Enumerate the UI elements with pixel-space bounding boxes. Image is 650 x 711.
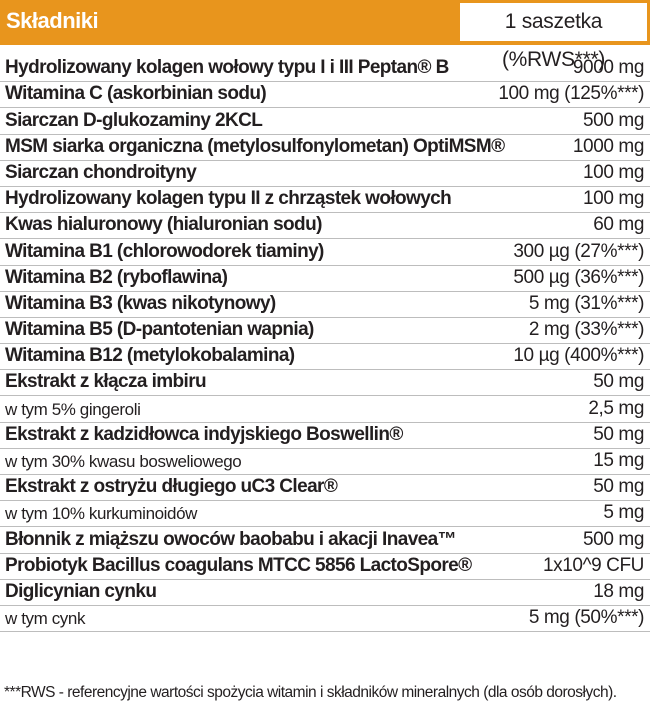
table-row — [0, 423, 650, 449]
ingredient-amount: 5 mg (50%***) — [528, 607, 644, 629]
ingredient-amount: 5 mg (31%***) — [528, 292, 644, 314]
serving-column-label: 1 saszetka (%RWS***) — [460, 3, 647, 41]
ingredient-amount: 500 µg (36%***) — [513, 266, 644, 288]
ingredient-name: w tym 30% kwasu bosweliowego — [5, 452, 242, 471]
ingredient-amount: 5 mg — [603, 502, 644, 524]
ingredient-name: Diglicynian cynku — [5, 580, 157, 602]
ingredient-name: w tym cynk — [5, 609, 86, 629]
ingredient-amount: 100 mg — [583, 161, 644, 183]
table-subrow — [0, 606, 650, 632]
ingredient-name: w tym 5% gingeroli — [5, 399, 141, 419]
ingredient-name: Witamina B3 (kwas nikotynowy) — [5, 292, 276, 314]
ingredient-name: Ekstrakt z ostryżu długiego uC3 Clear® — [5, 476, 338, 498]
table-row — [0, 82, 650, 108]
ingredient-name: Probiotyk Bacillus coagulans MTCC 5856 LactoSpore® — [5, 554, 472, 576]
ingredient-amount: 1000 mg — [572, 135, 644, 157]
table-row — [0, 475, 650, 501]
table-row — [0, 187, 650, 213]
ingredient-amount: 300 µg (27%***) — [513, 240, 644, 262]
ingredient-amount: 15 mg — [593, 450, 644, 471]
ingredient-name: Witamina B2 (ryboflawina) — [5, 266, 228, 288]
ingredient-amount: 50 mg — [593, 476, 644, 498]
ingredient-amount: 50 mg — [593, 371, 644, 393]
ingredient-amount: 100 mg — [583, 188, 644, 210]
table-row — [0, 161, 650, 187]
table-title: Składniki — [6, 8, 99, 33]
ingredient-amount: 9000 mg — [572, 57, 644, 79]
ingredient-name: Siarczan chondroityny — [5, 161, 197, 183]
ingredient-amount: 50 mg — [593, 423, 644, 445]
ingredient-name: Hydrolizowany kolagen typu II z chrząstek wołowych — [5, 188, 452, 210]
ingredient-name: Błonnik z miąższu owoców baobabu i akacji Inavea™ — [5, 528, 456, 550]
table-row — [0, 370, 650, 396]
table-row — [0, 554, 650, 580]
table-row — [0, 266, 650, 292]
table-subrow — [0, 449, 650, 475]
table-row — [0, 239, 650, 265]
ingredient-name: w tym 10% kurkuminoidów — [5, 504, 198, 524]
table-row — [0, 292, 650, 318]
ingredient-name: Witamina B5 (D-pantotenian wapnia) — [5, 319, 314, 341]
table-subrow — [0, 501, 650, 527]
ingredient-name: Witamina B12 (metylokobalamina) — [5, 345, 295, 367]
ingredient-name: Witamina B1 (chlorowodorek tiaminy) — [5, 240, 324, 262]
table-row — [0, 344, 650, 370]
table-row — [0, 213, 650, 239]
ingredient-name: Siarczan D-glukozaminy 2KCL — [5, 109, 263, 131]
ingredient-amount: 60 mg — [593, 214, 644, 236]
ingredient-name: MSM siarka organiczna (metylosulfonylometan) OptiMSM® — [5, 135, 505, 157]
table-row — [0, 580, 650, 606]
table-row — [0, 56, 650, 82]
ingredient-amount: 500 mg — [583, 109, 644, 131]
table-row — [0, 135, 650, 161]
ingredient-amount: 18 mg — [593, 580, 644, 602]
table-subrow — [0, 396, 650, 422]
ingredient-amount: 100 mg (125%***) — [498, 83, 644, 105]
ingredient-amount: 1x10^9 CFU — [542, 554, 644, 576]
ingredient-name: Ekstrakt z kadzidłowca indyjskiego Boswellin® — [5, 423, 403, 445]
ingredient-name: Hydrolizowany kolagen wołowy typu I i III Peptan® B — [5, 57, 449, 79]
ingredient-name: Ekstrakt z kłącza imbiru — [5, 371, 207, 393]
ingredient-name: Kwas hialuronowy (hialuronian sodu) — [5, 214, 322, 236]
ingredient-amount: 2 mg (33%***) — [528, 319, 644, 341]
ingredients-table — [0, 56, 650, 632]
table-row — [0, 108, 650, 134]
table-row — [0, 318, 650, 344]
footnote: ***RWS - referencyjne wartości spożycia witamin i składników mineralnych (dla osób dorosłych). — [4, 684, 617, 701]
ingredient-amount: 10 µg (400%***) — [513, 345, 644, 367]
table-row — [0, 527, 650, 553]
ingredient-amount: 500 mg — [583, 528, 644, 550]
ingredient-amount: 2,5 mg — [588, 397, 644, 419]
ingredient-name: Witamina C (askorbinian sodu) — [5, 83, 267, 105]
